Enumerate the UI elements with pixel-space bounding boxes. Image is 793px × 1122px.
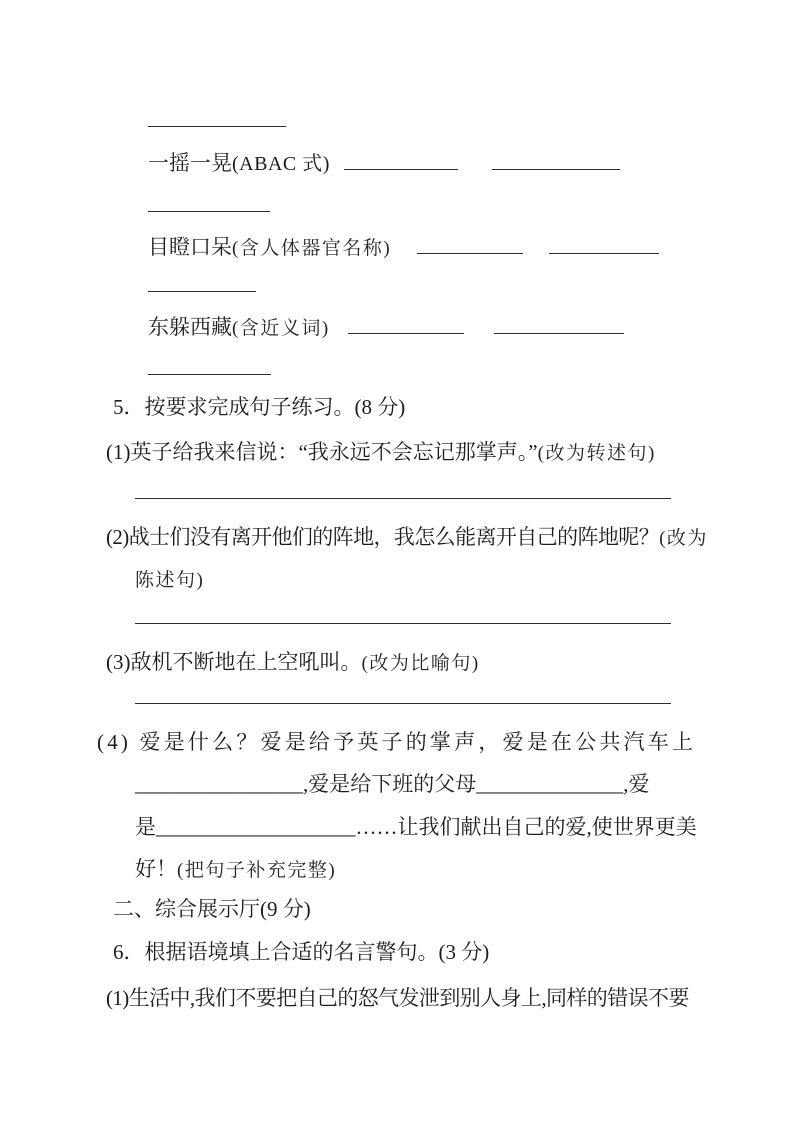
idiom-row — [148, 148, 620, 179]
idiom-answer-blank — [348, 313, 464, 334]
instruction-note: 陈述句) — [135, 570, 205, 591]
answer-blank-line — [135, 623, 671, 624]
sentence-text: 好！ — [135, 857, 177, 881]
instruction-note: (把句子补充完整) — [177, 860, 337, 881]
idiom-word: 一摇一晃 — [148, 151, 232, 175]
question-5-item-2-line-1 — [106, 522, 708, 554]
idiom-row — [148, 312, 624, 344]
idiom-answer-blank — [492, 149, 620, 170]
idiom-constraint-note: (含人体器官名称) — [232, 238, 392, 259]
idiom-constraint-note: (ABAC 式) — [232, 153, 330, 175]
answer-blank-line — [148, 374, 271, 375]
answer-blank-line — [148, 291, 256, 292]
idiom-answer-blank — [344, 149, 458, 170]
question-5-item-4-line-4 — [135, 854, 336, 886]
question-5-item-3 — [106, 647, 480, 679]
idiom-word: 东躲西藏 — [148, 315, 232, 339]
sentence-text: (3)敌机不断地在上空吼叫。 — [106, 650, 362, 674]
idiom-answer-blank — [494, 313, 624, 334]
answer-blank-line — [148, 126, 286, 127]
answer-blank-line — [135, 703, 671, 704]
answer-blank-line — [135, 498, 671, 499]
question-5-item-4-line-2: ________________,爱是给下班的父母______________,爱 — [135, 772, 650, 796]
instruction-note: (改为转述句) — [537, 443, 656, 464]
section-2-heading: 二、综合展示厅(9 分) — [113, 897, 311, 921]
idiom-answer-blank — [417, 233, 523, 254]
instruction-note: (改为比喻句) — [361, 653, 480, 674]
instruction-note: (改为 — [659, 528, 708, 549]
sentence-text: (2)战士们没有离开他们的阵地，我怎么能离开自己的阵地呢？ — [106, 525, 660, 549]
question-5-item-4-line-1: (4) 爱是什么？爱是给予英子的掌声，爱是在公共汽车上 — [97, 730, 697, 754]
idiom-word: 目瞪口呆 — [148, 235, 232, 259]
question-5-heading: 5．按要求完成句子练习。(8 分) — [113, 395, 406, 419]
question-5-item-2-line-2 — [135, 564, 204, 596]
sentence-text: (1)英子给我来信说：“我永远不会忘记那掌声。” — [106, 440, 538, 464]
question-6-heading: 6．根据语境填上合适的名言警句。(3 分) — [113, 940, 490, 964]
question-5-item-1 — [106, 437, 656, 469]
question-5-item-4-line-3: 是___________________……让我们献出自己的爱,使世界更美 — [135, 815, 697, 839]
answer-blank-line — [148, 211, 270, 212]
idiom-answer-blank — [549, 233, 659, 254]
question-6-item-1: (1)生活中,我们不要把自己的怒气发泄到别人身上,同样的错误不要 — [106, 986, 689, 1010]
idiom-constraint-note: (含近义词) — [232, 318, 330, 339]
idiom-row — [148, 232, 659, 264]
